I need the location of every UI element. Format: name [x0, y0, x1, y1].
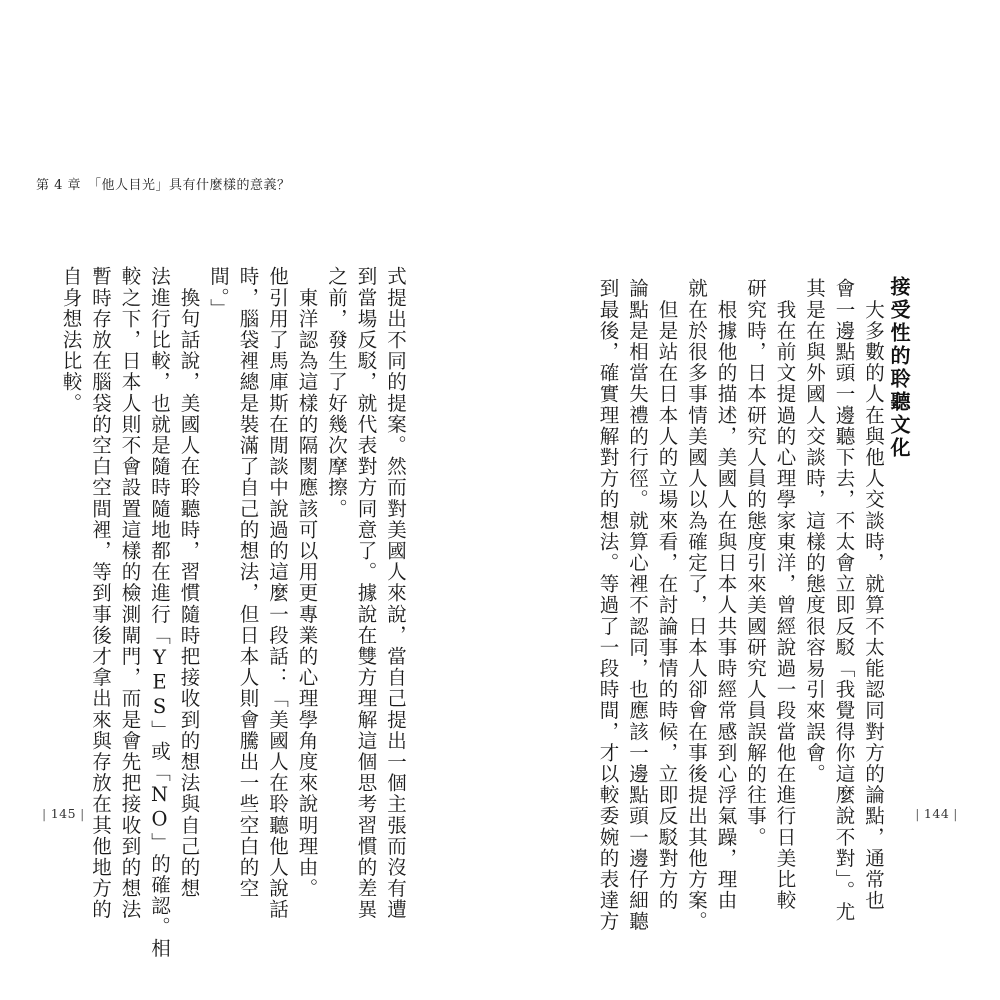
section-title: 接受性的聆聽文化	[887, 276, 911, 460]
chapter-running-header: 第 4 章 「他人目光」具有什麼樣的意義？	[36, 178, 291, 193]
page-number-separator: |	[80, 806, 85, 821]
right-page-body	[593, 278, 888, 933]
page-number-separator: |	[915, 806, 920, 821]
paragraph: 東洋認為這樣的隔閡應該可以用更專業的心理學角度來說明理由。 他引用了馬庫斯在閒談中說過的這麼一段話：「美國人在聆聽他人說話 時，腦袋裡總是裝滿了自己的想法，但日本人則會騰出一些空白的空 間。」	[207, 266, 319, 921]
paragraph: 大多數的人在與他人交談時，就算不太能認同對方的論點，通常也 會一邊點頭一邊聽下去，不太會立即反駁「我覺得你這麼說不對」。尤 其是在與外國人交談時，這樣的態度很容易引來誤會。	[803, 278, 885, 923]
paragraph: 根據他的描述，美國人在與日本人共事時經常感到心浮氣躁，理由 就在於很多事情美國人以為確定了，日本人卻會在事後提出其他方案。	[685, 278, 738, 933]
left-page-number	[38, 806, 89, 821]
page-number-separator: |	[42, 806, 47, 821]
page-number-value: 145	[50, 806, 77, 821]
paragraph: 換句話說，美國人在聆聽時，習慣隨時把接收到的想法與自己的想 法進行比較，也就是隨時隨地都在進行「YES」或「NO」的確認。相 較之下，日本人則不會設置這樣的檢測閘門，而是會先把接收到的想法 暫時存放在腦袋的空白空間裡，等到事後才拿出來與存放在其他地方的 自身想法比較。	[59, 266, 201, 959]
paragraph: 我在前文提過的心理學家東洋，曾經說過一段當他在進行日美比較 研究時，日本研究人員的態度引來美國研究人員誤解的往事。	[744, 278, 797, 911]
page-number-separator: |	[953, 806, 958, 821]
page-number-value: 144	[923, 806, 950, 821]
paragraph: 但是站在日本人的立場來看，在討論事情的時候，立即反駁對方的 論點是相當失禮的行徑。就算心裡不認同，也應該一邊點頭一邊仔細聽 到最後，確實理解對方的想法。等過了一段時間，才以較委婉的表達方	[596, 278, 679, 933]
right-page-number	[911, 806, 962, 821]
paragraph: 式提出不同的提案。然而對美國人來說，當自己提出一個主張而沒有遭 到當場反駁，就代表對方同意了。據說在雙方理解這個思考習慣的差異 之前，發生了好幾次摩擦。	[325, 266, 407, 921]
